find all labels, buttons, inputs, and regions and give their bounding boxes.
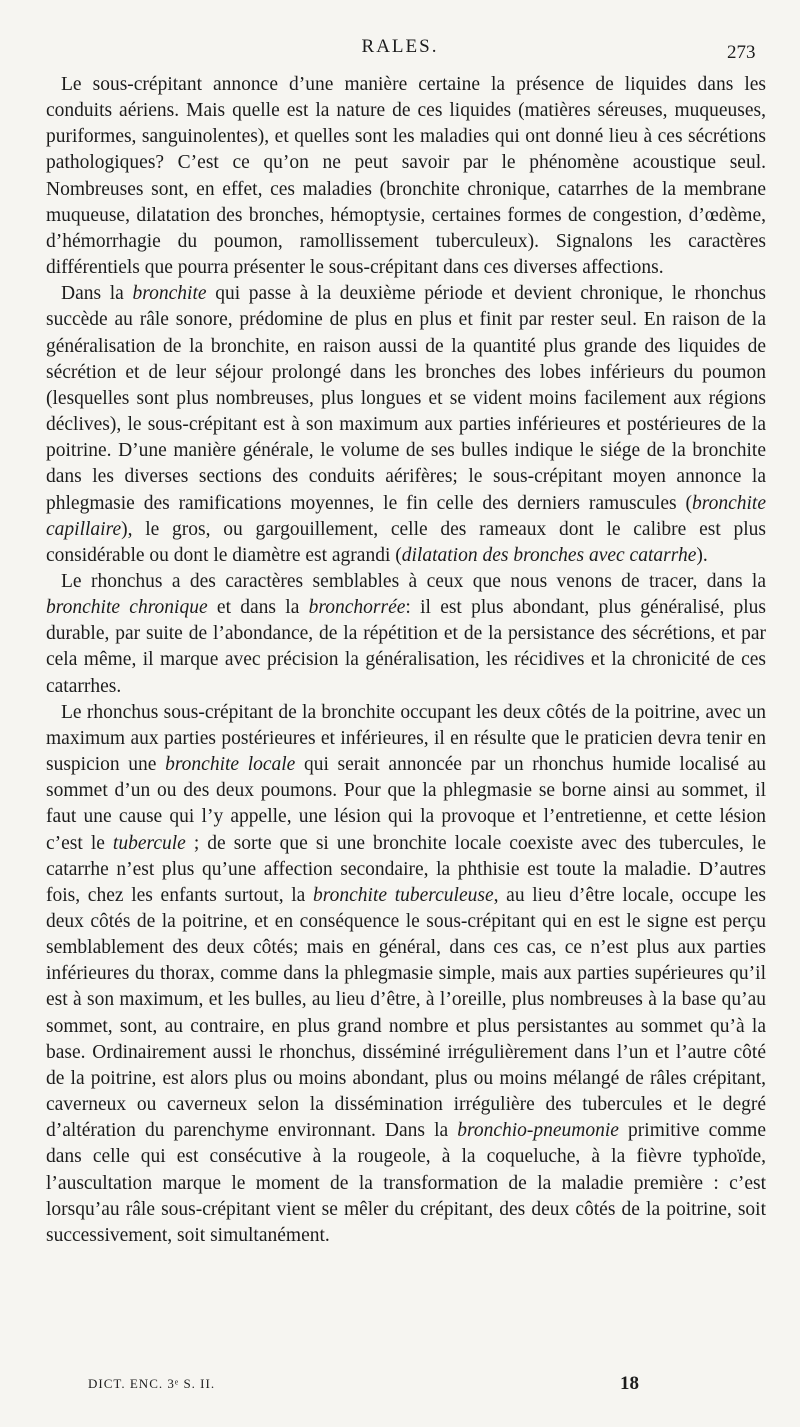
italic-term: dilatation des bronches avec catarrhe — [401, 544, 697, 566]
italic-term: tubercule — [112, 832, 186, 854]
sheet-number: 18 — [620, 1373, 639, 1394]
italic-term: bronchorrée — [308, 597, 406, 619]
italic-term: bronchio-pneumonie — [457, 1120, 619, 1142]
page-number: 273 — [727, 42, 756, 63]
paragraph-1: Le sous-crépitant annonce d’une manière certaine la présence de liquides dans les conduits aériens. Mais quelle est la nature de ces liquides (matières séreuses, muqueuses, puriformes, sanguinolentes), et quelles sont les maladies qui ont donné lieu à ces sécrétions pathologiques? C’est ce qu’on ne peut savoir par le phénomène acoustique seul. Nombreuses sont, en effet, ces maladies (bronchite chronique, catarrhes de la membrane muqueuse, dilatation des bronches, hémoptysie, certaines formes de congestion, d’œdème, d’hémorrhagie du poumon, ramollissement tuberculeux). Signalons les caractères différentiels que pourra présenter le sous-crépitant dans ces diverses affections. — [46, 74, 766, 279]
italic-term: bronchite locale — [165, 754, 296, 776]
running-header: RALES. — [361, 36, 439, 57]
printer-signature: DICT. ENC. 3ᵉ S. II. — [88, 1376, 216, 1391]
text-run: Le rhonchus sous-crépitant de la bronchite occupant les deux côtés de la poitrine, avec un maximum aux parties postérieures et inférieures, il en résulte que le praticien devra tenir en suspicion une — [46, 701, 766, 776]
italic-term: bronchite tuberculeuse — [313, 884, 494, 906]
italic-term: bronchite capillaire — [46, 492, 766, 540]
text-run: primitive comme dans celle qui est consécutive à la rougeole, à la coqueluche, à la fièvre typhoïde, l’auscultation marque le moment de la transformation de la maladie première : c’est lorsqu’au râle sous-crépitant vient se mêler du crépitant, des deux côtés de la poitrine, soit successivement, soit simultanément. — [46, 1120, 766, 1246]
text-run: Dans la — [61, 283, 133, 305]
italic-term: bronchite — [132, 283, 207, 305]
text-run: Le rhonchus a des caractères semblables à ceux que nous venons de tracer, dans la — [61, 570, 766, 592]
text-run: ), le gros, ou gargouillement, celle des rameaux dont le calibre est plus considérable ou dont le diamètre est agrandi ( — [46, 518, 766, 566]
body-text — [46, 72, 766, 1249]
text-run: ). — [696, 544, 708, 566]
text-run: qui passe à la deuxième période et devient chronique, le rhonchus succède au râle sonore, prédomine de plus en plus et finit par rester seul. En raison de la généralisation de la bronchite, en raison aussi de la quantité plus grande des liquides de sécrétion et de leur séjour prolongé dans les bronches des lobes inférieurs du poumon (lesquelles sont plus nombreuses, plus longues et se vident moins facilement aux régions déclives), le sous-crépitant est à son maximum aux parties inférieures et postérieures de la poitrine. D’une manière générale, le volume de ses bulles indique le siége de la bronchite dans les diverses sections des conduits aérifères; le sous-crépitant moyen annonce la phlegmasie des ramifications moyennes, le fin celle des derniers ramuscules ( — [46, 283, 767, 514]
text-run: ; de sorte que si une bronchite locale coexiste avec des tubercules, le catarrhe n’est plus qu’une affection secondaire, la phthisie est toute la maladie. D’autres fois, chez les enfants surtout, la — [46, 832, 766, 906]
paragraph-4 — [46, 700, 766, 1249]
text-run: qui serait annoncée par un rhonchus humide localisé au sommet d’un ou des deux poumons. Pour que la phlegmasie se borne ainsi au sommet, il faut une cause qui l’y appelle, une lésion qui la provoque et l’entretienne, et cette lésion c’est le — [46, 754, 767, 854]
text-run: , au lieu d’être locale, occupe les deux côtés de la poitrine, et en conséquence le sous-crépitant qui en est le signe est perçu semblablement des deux côtés; mais en général, dans ces cas, ce n’est plus aux parties inférieures du thorax, comme dans la phlegmasie simple, mais aux parties supérieures qu’il est à son maximum, et les bulles, au lieu d’être, à l’oreille, plus nombreuses à la base qu’au sommet, sont, au contraire, en plus grand nombre et plus persistantes au sommet qu’à la base. Ordinairement aussi le rhonchus, disséminé irrégulièrement dans l’un et l’autre côté de la poitrine, est alors plus ou moins abondant, plus ou moins mélangé de râles crépitant, caverneux ou caverneux selon la dissémination irrégulière des tubercules et le degré d’altération du parenchyme environnant. Dans la — [46, 884, 766, 1142]
paragraph-3 — [46, 569, 766, 700]
text-run: : il est plus abondant, plus généralisé, plus durable, par suite de l’abondance, de la répétition et de la persistance des sécrétions, et par cela même, il marque avec précision la généralisation, les récidives et la chronicité de ces catarrhes. — [46, 597, 767, 697]
text-run: et dans la — [207, 597, 309, 619]
paragraph-2 — [46, 281, 766, 569]
italic-term: bronchite chronique — [46, 597, 208, 619]
